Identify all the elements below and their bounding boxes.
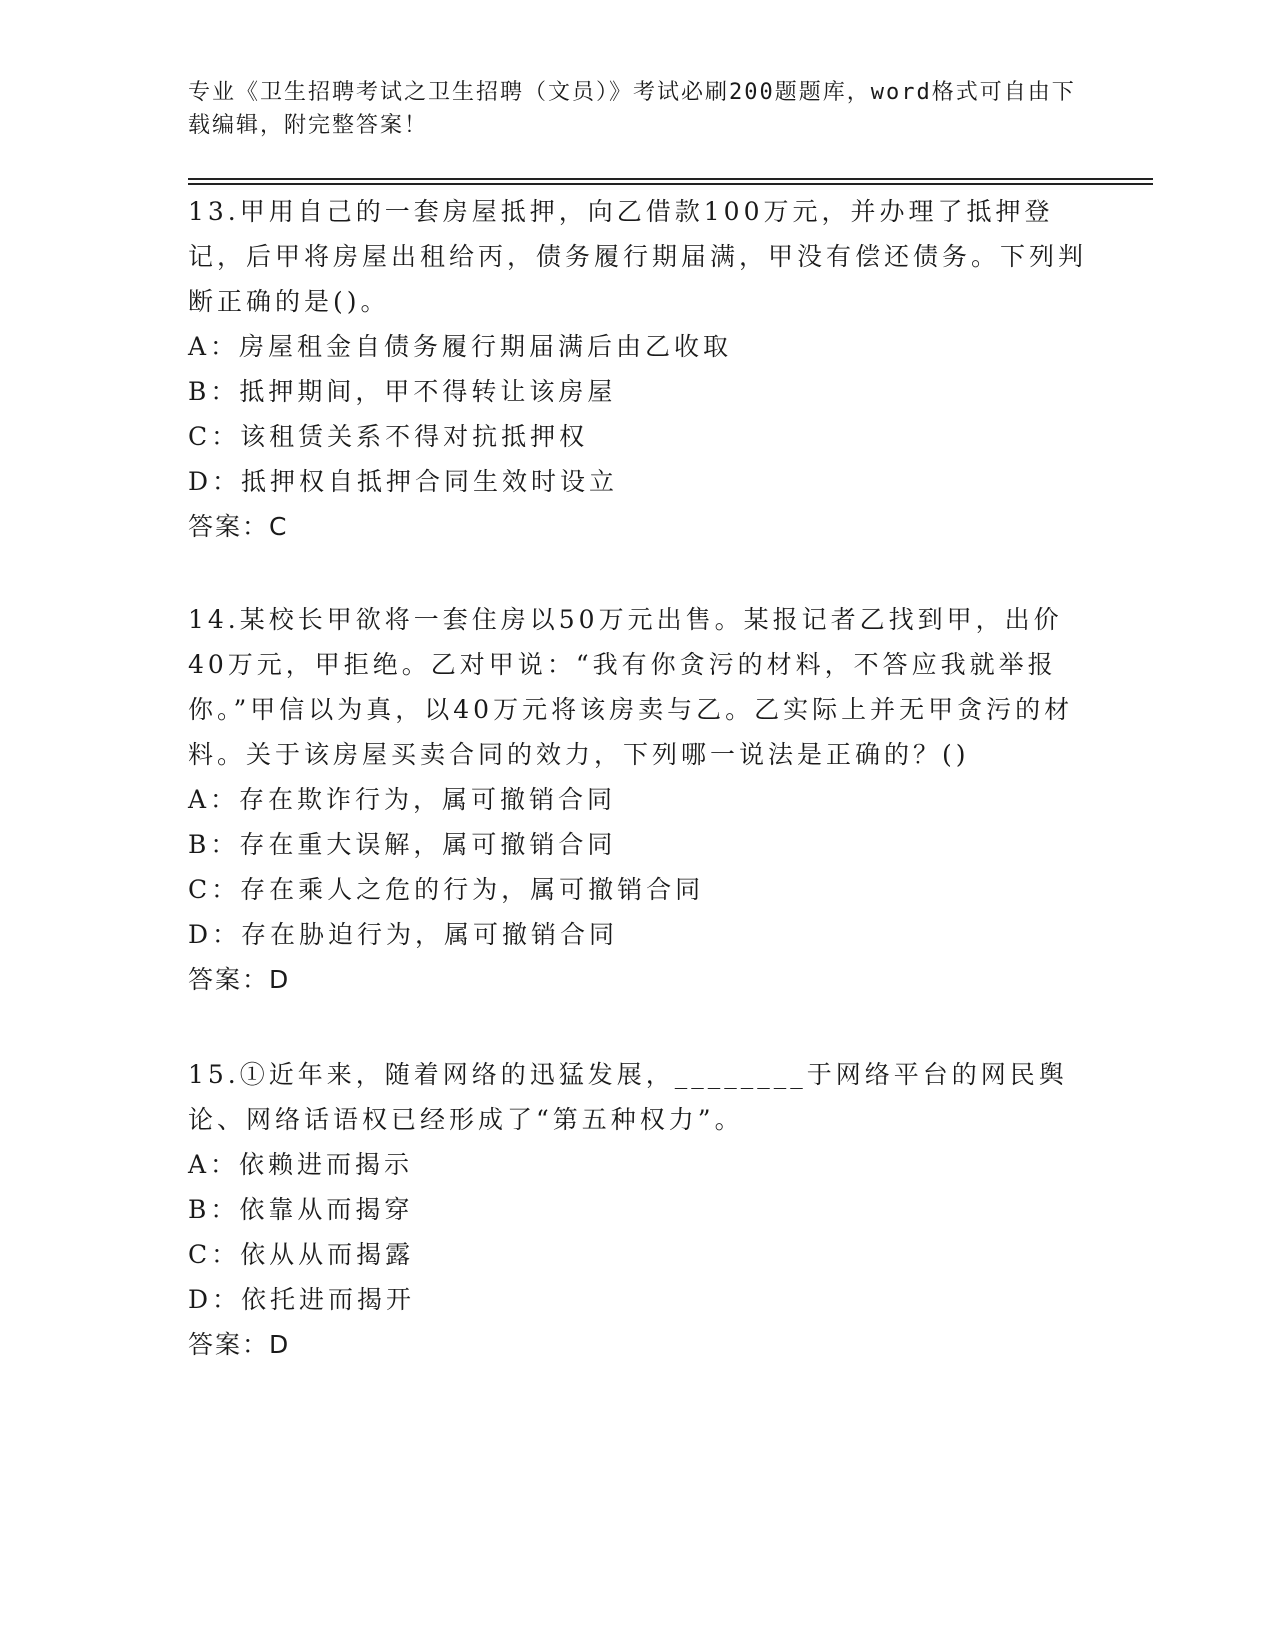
option-b: B：存在重大误解，属可撤销合同 bbox=[188, 830, 617, 859]
option-a: A：依赖进而揭示 bbox=[188, 1150, 414, 1179]
question-15 bbox=[188, 1052, 1088, 1368]
option-d: D：依托进而揭开 bbox=[188, 1285, 416, 1314]
option-c: C：该租赁关系不得对抗抵押权 bbox=[188, 422, 589, 451]
option-c: C：存在乘人之危的行为，属可撤销合同 bbox=[188, 875, 705, 904]
answer-label: 答案：D bbox=[188, 965, 291, 994]
question-stem: 13.甲用自己的一套房屋抵押，向乙借款100万元，并办理了抵押登记，后甲将房屋出租给丙，债务履行期届满，甲没有偿还债务。下列判断正确的是()。 bbox=[188, 197, 1088, 316]
question-13 bbox=[188, 189, 1088, 550]
option-a: A：存在欺诈行为，属可撤销合同 bbox=[188, 785, 617, 814]
answer-label: 答案：C bbox=[188, 512, 289, 541]
header-intro-text: 专业《卫生招聘考试之卫生招聘（文员）》考试必刷200题题库，word格式可自由下载编辑，附完整答案！ bbox=[188, 80, 1076, 138]
option-d: D：存在胁迫行为，属可撤销合同 bbox=[188, 920, 619, 949]
option-c: C：依从从而揭露 bbox=[188, 1240, 415, 1269]
question-14 bbox=[188, 597, 1088, 1003]
document-header bbox=[188, 76, 1088, 142]
option-d: D：抵押权自抵押合同生效时设立 bbox=[188, 467, 619, 496]
header-divider-bottom bbox=[188, 183, 1153, 185]
option-b: B：依靠从而揭穿 bbox=[188, 1195, 414, 1224]
option-a: A：房屋租金自债务履行期届满后由乙收取 bbox=[188, 332, 733, 361]
option-b: B：抵押期间，甲不得转让该房屋 bbox=[188, 377, 617, 406]
question-stem: 15.①近年来，随着网络的迅猛发展，________于网络平台的网民舆论、网络话语权已经形成了“第五种权力”。 bbox=[188, 1060, 1068, 1134]
header-divider-top bbox=[188, 178, 1153, 180]
question-stem: 14.某校长甲欲将一套住房以50万元出售。某报记者乙找到甲，出价40万元，甲拒绝。乙对甲说：“我有你贪污的材料，不答应我就举报你。”甲信以为真，以40万元将该房卖与乙。乙实际上并无甲贪污的材料。关于该房屋买卖合同的效力，下列哪一说法是正确的？() bbox=[188, 605, 1074, 769]
answer-label: 答案：D bbox=[188, 1330, 291, 1359]
